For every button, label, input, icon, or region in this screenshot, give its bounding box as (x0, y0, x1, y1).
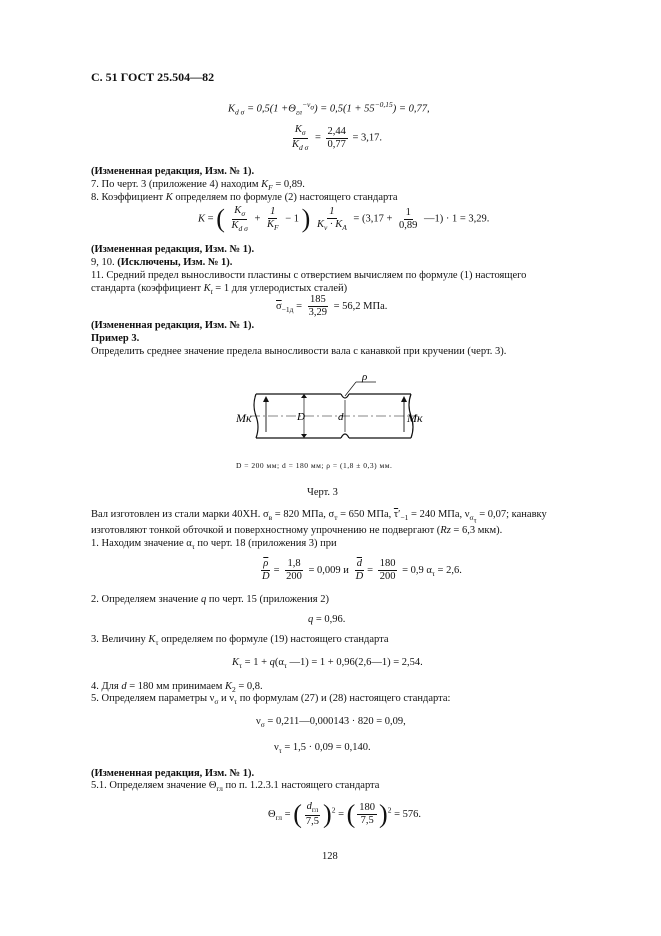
example-title: Пример 3. (91, 333, 140, 344)
page-number: 128 (322, 851, 338, 862)
label-mk-left: Мк (236, 411, 252, 425)
step-5: 5. Определяем параметры $\nu_\sigma$ и $\nu_\tau$ по формулам (27) и (28) настоящего стандарта: (91, 693, 451, 707)
step-4: 4. Для d = 180 мм принимаем $K_2 = 0,8$. (91, 681, 263, 695)
material-line-2: изготовляют тонкой обточкой и поверхностному упрочнению не подвергают (Rz = 6,3 мкм). (91, 525, 503, 536)
edition-note: (Измененная редакция, Изм. № 1). (91, 320, 255, 331)
step-5-1: 5.1. Определяем значение $\Theta_{гл}$ по п. 1.2.3.1 настоящего стандарта (91, 780, 380, 794)
step-1: 1. Находим значение $\alpha_\tau$ по черт. 18 (приложения 3) при (91, 538, 337, 552)
formula-nu-sigma: $\nu_\sigma$ = 0,211—0,000143 · 820 = 0,09, (256, 716, 406, 730)
formula-kdsigma: $K_{d \sigma} = 0,5(1 +\Theta_{гл}^{-\nu_\sigma}) = 0,5(1 + 55^{-0,15}) = 0,77$, (228, 100, 430, 117)
figure-caption: D = 200 мм; d = 180 мм; ρ = (1,8 ± 0,3) мм. (236, 461, 393, 470)
formula-q: q = 0,96. (308, 614, 346, 625)
paragraph-7: 7. По черт. 3 (приложение 4) находим $K_F = 0,89$. (91, 179, 305, 193)
formula-theta: $\Theta_{гл}$ = ( $\frac{d_{гл}}{7,5}$ )$^2$ = ( $\frac{180}{7,5}$ )$^2$ = 576. (268, 799, 421, 829)
shaft-drawing (236, 372, 426, 460)
step-2: 2. Определяем значение q по черт. 15 (приложения 2) (91, 594, 329, 605)
label-d: d (338, 411, 344, 423)
step-3: 3. Величину $K_\tau$ определяем по формуле (19) настоящего стандарта (91, 634, 389, 648)
formula-sigma: $\overline{\sigma}_{-1д}$ = $\frac{185}{3,29}$ = 56,2 МПа. (276, 294, 388, 319)
edition-note: (Измененная редакция, Изм. № 1). (91, 244, 255, 255)
paragraph-9-10: 9, 10. (Исключены, Изм. № 1). (91, 257, 233, 268)
page-header: С. 51 ГОСТ 25.504—82 (91, 70, 215, 84)
label-D: D (297, 411, 305, 423)
label-rho: ρ (362, 372, 368, 383)
formula-Kt: $K_\tau = 1 + q(\alpha_\tau$ —1) = 1 + 0,96(2,6—1) = 2,54. (232, 657, 423, 671)
formula-K: K = ( $\frac{K_\sigma}{K_{d \sigma}}$ + $\frac{1}{K_F}$ − 1 ) $\frac{1}{K_v \cdot K_A}$ = (3,17 + $\frac{1}{0,89}$ —1) · 1 = 3,29. (198, 204, 490, 234)
figure-title: Черт. 3 (307, 487, 338, 498)
formula-nu-tau: $\nu_\tau = 1,5 \cdot 0,09 = 0,140$. (274, 742, 371, 756)
paragraph-11b: стандарта (коэффициент $K_t = 1$ для углеродистых сталей) (91, 283, 348, 297)
example-text: Определить среднее значение предела выносливости вала с канавкой при кручении (черт. 3). (91, 346, 507, 357)
paragraph-11a: 11. Средний предел выносливости пластины с отверстием вычисляем по формуле (1) настоящего (91, 270, 527, 281)
edition-note: (Измененная редакция, Изм. № 1). (91, 166, 255, 177)
formula-ratio: $\frac{K_\sigma}{K_{d \sigma}}$ = $\frac{2,44}{0,77}$ = 3,17. (292, 124, 383, 152)
edition-note: (Измененная редакция, Изм. № 1). (91, 768, 255, 779)
label-mk-right: Мк (407, 411, 423, 425)
paragraph-8: 8. Коэффициент K определяем по формуле (2) настоящего стандарта (91, 192, 398, 203)
formula-step1: $\frac{\overline{\rho}}{D}$ = $\frac{1,8}{200}$ = 0,009 и $\frac{\overline{d}}{D}$ = $\frac{180}{200}$ = 0,9 $\alpha_\tau = 2,6$. (262, 558, 462, 583)
material-line-1: Вал изготовлен из стали марки 40ХН. $\sigma_в = 820$ МПа, $\sigma_т = 650$ МПа, $\overline{\tau}'_{-1} = 240$ МПа, $\nu_{\sigma_\tau} = 0,07$; канавку (91, 509, 547, 525)
